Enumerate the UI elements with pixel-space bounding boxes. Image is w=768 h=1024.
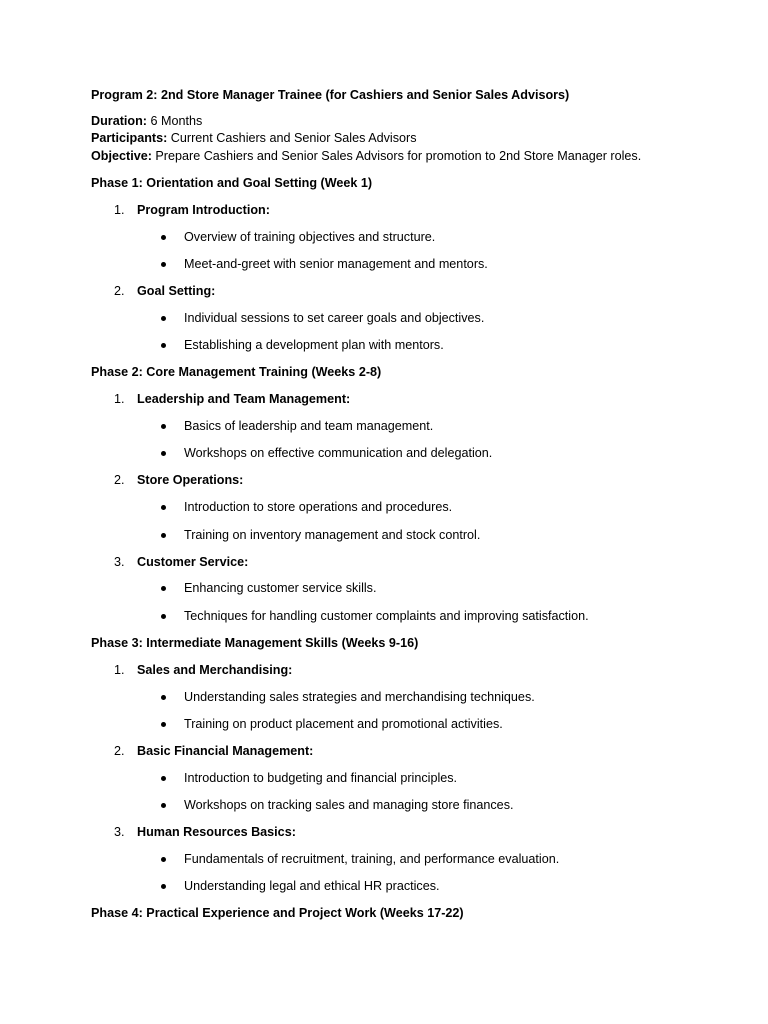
bullet-dot (161, 235, 166, 240)
meta-label: Objective: (91, 149, 152, 163)
bullet-dot (161, 722, 166, 727)
bullet-text: Fundamentals of recruitment, training, and performance evaluation. (184, 852, 560, 866)
bullet-text: Overview of training objectives and structure. (184, 230, 436, 244)
bullet-text: Introduction to budgeting and financial principles. (184, 771, 458, 785)
item-title: Program Introduction: (137, 203, 270, 217)
document-title: Program 2: 2nd Store Manager Trainee (for Cashiers and Senior Sales Advisors) (91, 88, 570, 102)
item-number: 3. (114, 825, 125, 839)
item-number: 1. (114, 392, 125, 406)
bullet-dot (161, 316, 166, 321)
bullet-dot (161, 857, 166, 862)
phase-heading: Phase 3: Intermediate Management Skills (Weeks 9-16) (91, 636, 419, 650)
bullet-text: Techniques for handling customer complaints and improving satisfaction. (184, 609, 589, 623)
bullet-dot (161, 884, 166, 889)
bullet-text: Workshops on effective communication and delegation. (184, 446, 493, 460)
item-number: 3. (114, 555, 125, 569)
phase-heading: Phase 1: Orientation and Goal Setting (Week 1) (91, 176, 373, 190)
item-number: 2. (114, 284, 125, 298)
item-title: Basic Financial Management: (137, 744, 314, 758)
item-title: Human Resources Basics: (137, 825, 296, 839)
bullet-text: Meet-and-greet with senior management and mentors. (184, 257, 488, 271)
bullet-text: Workshops on tracking sales and managing store finances. (184, 798, 514, 812)
bullet-dot (161, 533, 166, 538)
item-number: 2. (114, 744, 125, 758)
bullet-text: Introduction to store operations and procedures. (184, 500, 453, 514)
phase-heading: Phase 2: Core Management Training (Weeks 2-8) (91, 365, 382, 379)
meta-value: Prepare Cashiers and Senior Sales Advisors for promotion to 2nd Store Manager roles. (151, 149, 642, 163)
item-title: Sales and Merchandising: (137, 663, 293, 677)
meta-value: Current Cashiers and Senior Sales Advisors (167, 131, 417, 145)
bullet-dot (161, 803, 166, 808)
item-number: 1. (114, 203, 125, 217)
meta-label: Participants: (91, 131, 168, 145)
bullet-dot (161, 343, 166, 348)
item-title: Customer Service: (137, 555, 249, 569)
bullet-text: Understanding legal and ethical HR practices. (184, 879, 440, 893)
item-number: 1. (114, 663, 125, 677)
bullet-dot (161, 262, 166, 267)
meta-objective (91, 148, 641, 164)
item-number: 2. (114, 473, 125, 487)
meta-participants (91, 130, 417, 146)
bullet-text: Enhancing customer service skills. (184, 581, 377, 595)
bullet-text: Training on product placement and promotional activities. (184, 717, 503, 731)
meta-value: 6 Months (146, 114, 203, 128)
bullet-dot (161, 776, 166, 781)
bullet-dot (161, 451, 166, 456)
phase-heading: Phase 4: Practical Experience and Project Work (Weeks 17-22) (91, 906, 464, 920)
bullet-text: Individual sessions to set career goals and objectives. (184, 311, 485, 325)
bullet-text: Training on inventory management and stock control. (184, 528, 481, 542)
item-title: Store Operations: (137, 473, 244, 487)
meta-label: Duration: (91, 114, 147, 128)
bullet-dot (161, 424, 166, 429)
bullet-dot (161, 586, 166, 591)
bullet-dot (161, 695, 166, 700)
bullet-text: Establishing a development plan with mentors. (184, 338, 444, 352)
bullet-text: Understanding sales strategies and merchandising techniques. (184, 690, 535, 704)
bullet-dot (161, 505, 166, 510)
bullet-text: Basics of leadership and team management. (184, 419, 434, 433)
meta-duration (91, 113, 202, 129)
item-title: Goal Setting: (137, 284, 216, 298)
bullet-dot (161, 614, 166, 619)
item-title: Leadership and Team Management: (137, 392, 351, 406)
